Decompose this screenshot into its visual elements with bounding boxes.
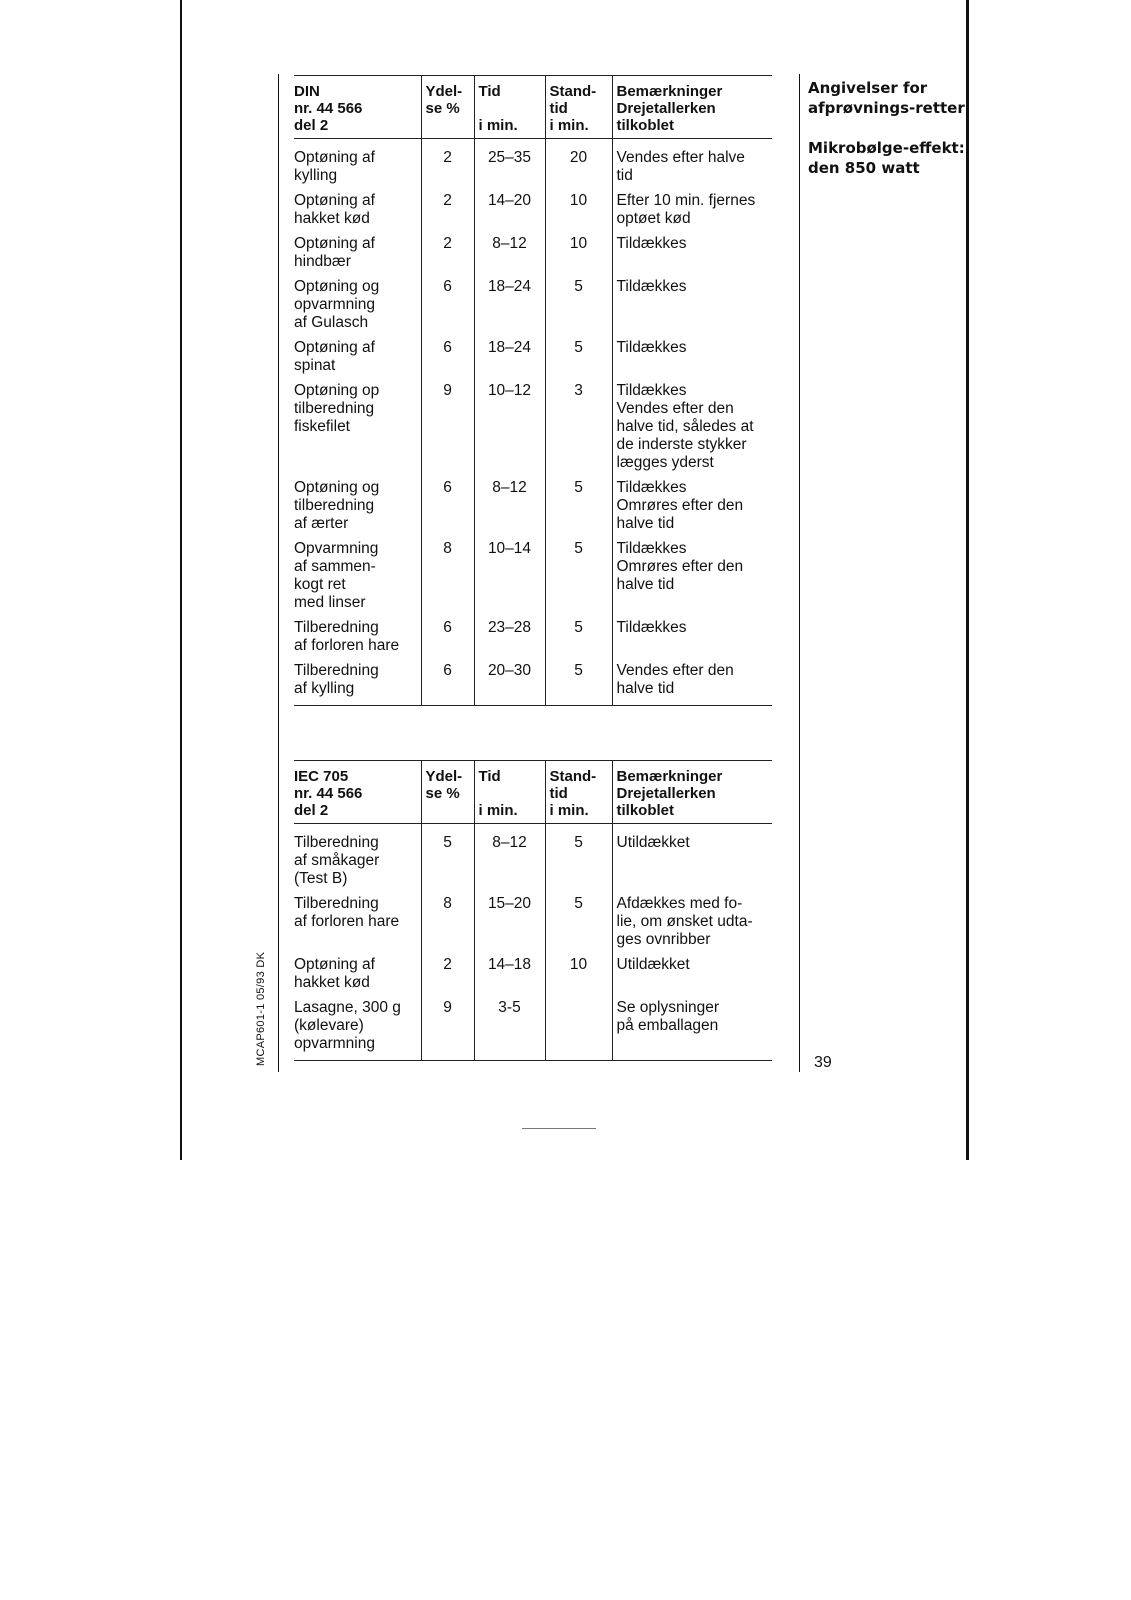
- cell-standing-time: 20: [545, 139, 612, 193]
- cell-standing-time: 5: [545, 278, 612, 339]
- din-test-table: [294, 75, 772, 706]
- cell-dish: Optøning op tilberedning fiskefilet: [294, 382, 380, 435]
- table-row: [294, 192, 772, 235]
- right-margin-rule: [799, 74, 800, 1072]
- cell-dish: Opvarmning af sammen- kogt ret med linser: [294, 540, 379, 611]
- cell-remarks: Vendes efter den halve tid: [612, 662, 772, 706]
- left-margin-rule: [278, 74, 279, 1072]
- table-row: [294, 540, 772, 619]
- cell-time: 14–18: [474, 956, 545, 999]
- cell-power: 6: [421, 339, 474, 382]
- cell-dish: Tilberedning af småkager (Test B): [294, 834, 380, 887]
- cell-standing-time: 5: [545, 619, 612, 662]
- cell-standing-time: [545, 999, 612, 1061]
- header-power: Ydel- se %: [421, 761, 474, 824]
- cell-power: 6: [421, 479, 474, 540]
- cell-remarks: Efter 10 min. fjernes optøet kød: [612, 192, 772, 235]
- cell-remarks: Tildækkes: [612, 278, 772, 339]
- cell-remarks: Tildækkes Omrøres efter den halve tid: [612, 479, 772, 540]
- cell-standing-time: 5: [545, 824, 612, 896]
- cell-dish: Lasagne, 300 g (kølevare) opvarmning: [294, 999, 401, 1052]
- cell-remarks: Utildækket: [612, 824, 772, 896]
- cell-time: 23–28: [474, 619, 545, 662]
- sidebar-effect-label: Mikrobølge-effekt:: [808, 139, 965, 157]
- table-row: [294, 382, 772, 479]
- cell-standing-time: 10: [545, 235, 612, 278]
- table-row: [294, 339, 772, 382]
- table-row: [294, 619, 772, 662]
- cell-power: 8: [421, 895, 474, 956]
- cell-power: 6: [421, 278, 474, 339]
- header-remarks: Bemærkninger Drejetallerken tilkoblet: [612, 76, 772, 139]
- sidebar-effect-value: den 850 watt: [808, 159, 920, 177]
- cell-power: 2: [421, 139, 474, 193]
- cell-dish: Tilberedning af forloren hare: [294, 619, 400, 654]
- cell-dish: Optøning af spinat: [294, 339, 375, 374]
- cell-power: 2: [421, 956, 474, 999]
- table-header-row: [294, 76, 772, 139]
- scan-edge-left: [180, 0, 182, 1160]
- cell-power: 2: [421, 192, 474, 235]
- cell-remarks: Afdækkes med fo- lie, om ønsket udta- ges ovnribber: [612, 895, 772, 956]
- cell-time: 10–14: [474, 540, 545, 619]
- cell-dish: Optøning af hindbær: [294, 235, 375, 270]
- cell-dish: Optøning af kylling: [294, 149, 375, 184]
- cell-dish: Optøning og tilberedning af ærter: [294, 479, 380, 532]
- cell-dish: Tilberedning af kylling: [294, 662, 379, 697]
- table-row: [294, 139, 772, 193]
- bottom-dash: [522, 1128, 596, 1129]
- cell-time: 20–30: [474, 662, 545, 706]
- cell-dish: Optøning og opvarmning af Gulasch: [294, 278, 380, 331]
- header-standard: IEC 705 nr. 44 566 del 2: [294, 768, 363, 819]
- table-row: [294, 278, 772, 339]
- cell-time: 14–20: [474, 192, 545, 235]
- cell-power: 5: [421, 824, 474, 896]
- sidebar: [808, 78, 968, 198]
- cell-remarks: Tildækkes Vendes efter den halve tid, således at de inderste stykker lægges yderst: [612, 382, 772, 479]
- cell-time: 15–20: [474, 895, 545, 956]
- header-standing-time: Stand- tid i min.: [545, 76, 612, 139]
- cell-remarks: Se oplysninger på emballagen: [612, 999, 772, 1061]
- cell-standing-time: 5: [545, 339, 612, 382]
- header-remarks: Bemærkninger Drejetallerken tilkoblet: [612, 761, 772, 824]
- header-time: Tid i min.: [474, 761, 545, 824]
- cell-remarks: Tildækkes: [612, 619, 772, 662]
- cell-time: 18–24: [474, 339, 545, 382]
- table-row: [294, 235, 772, 278]
- cell-standing-time: 5: [545, 540, 612, 619]
- cell-power: 8: [421, 540, 474, 619]
- cell-power: 9: [421, 382, 474, 479]
- table-row: [294, 662, 772, 706]
- cell-standing-time: 5: [545, 895, 612, 956]
- header-time: Tid i min.: [474, 76, 545, 139]
- document-code: MCAP601-1 05/93 DK: [255, 951, 267, 1066]
- page-number: 39: [814, 1054, 832, 1071]
- table-row: [294, 479, 772, 540]
- iec-test-table: [294, 760, 772, 1061]
- cell-standing-time: 10: [545, 192, 612, 235]
- cell-time: 10–12: [474, 382, 545, 479]
- cell-dish: Optøning af hakket kød: [294, 192, 375, 227]
- cell-remarks: Vendes efter halve tid: [612, 139, 772, 193]
- cell-remarks: Utildækket: [612, 956, 772, 999]
- cell-standing-time: 5: [545, 479, 612, 540]
- table-row: [294, 999, 772, 1061]
- cell-time: 25–35: [474, 139, 545, 193]
- cell-standing-time: 3: [545, 382, 612, 479]
- cell-power: 9: [421, 999, 474, 1061]
- cell-time: 8–12: [474, 235, 545, 278]
- table-row: [294, 956, 772, 999]
- cell-time: 8–12: [474, 479, 545, 540]
- cell-power: 6: [421, 619, 474, 662]
- table-row: [294, 824, 772, 896]
- table-row: [294, 895, 772, 956]
- cell-standing-time: 10: [545, 956, 612, 999]
- cell-remarks: Tildækkes: [612, 339, 772, 382]
- cell-dish: Optøning af hakket kød: [294, 956, 375, 991]
- cell-remarks: Tildækkes: [612, 235, 772, 278]
- header-standing-time: Stand- tid i min.: [545, 761, 612, 824]
- cell-dish: Tilberedning af forloren hare: [294, 895, 400, 930]
- cell-time: 18–24: [474, 278, 545, 339]
- cell-remarks: Tildækkes Omrøres efter den halve tid: [612, 540, 772, 619]
- cell-power: 6: [421, 662, 474, 706]
- table-header-row: [294, 761, 772, 824]
- cell-power: 2: [421, 235, 474, 278]
- cell-time: 8–12: [474, 824, 545, 896]
- sidebar-heading: Angivelser for afprøvnings-retter: [808, 79, 965, 117]
- cell-time: 3-5: [474, 999, 545, 1061]
- header-power: Ydel- se %: [421, 76, 474, 139]
- header-standard: DIN nr. 44 566 del 2: [294, 83, 363, 134]
- cell-standing-time: 5: [545, 662, 612, 706]
